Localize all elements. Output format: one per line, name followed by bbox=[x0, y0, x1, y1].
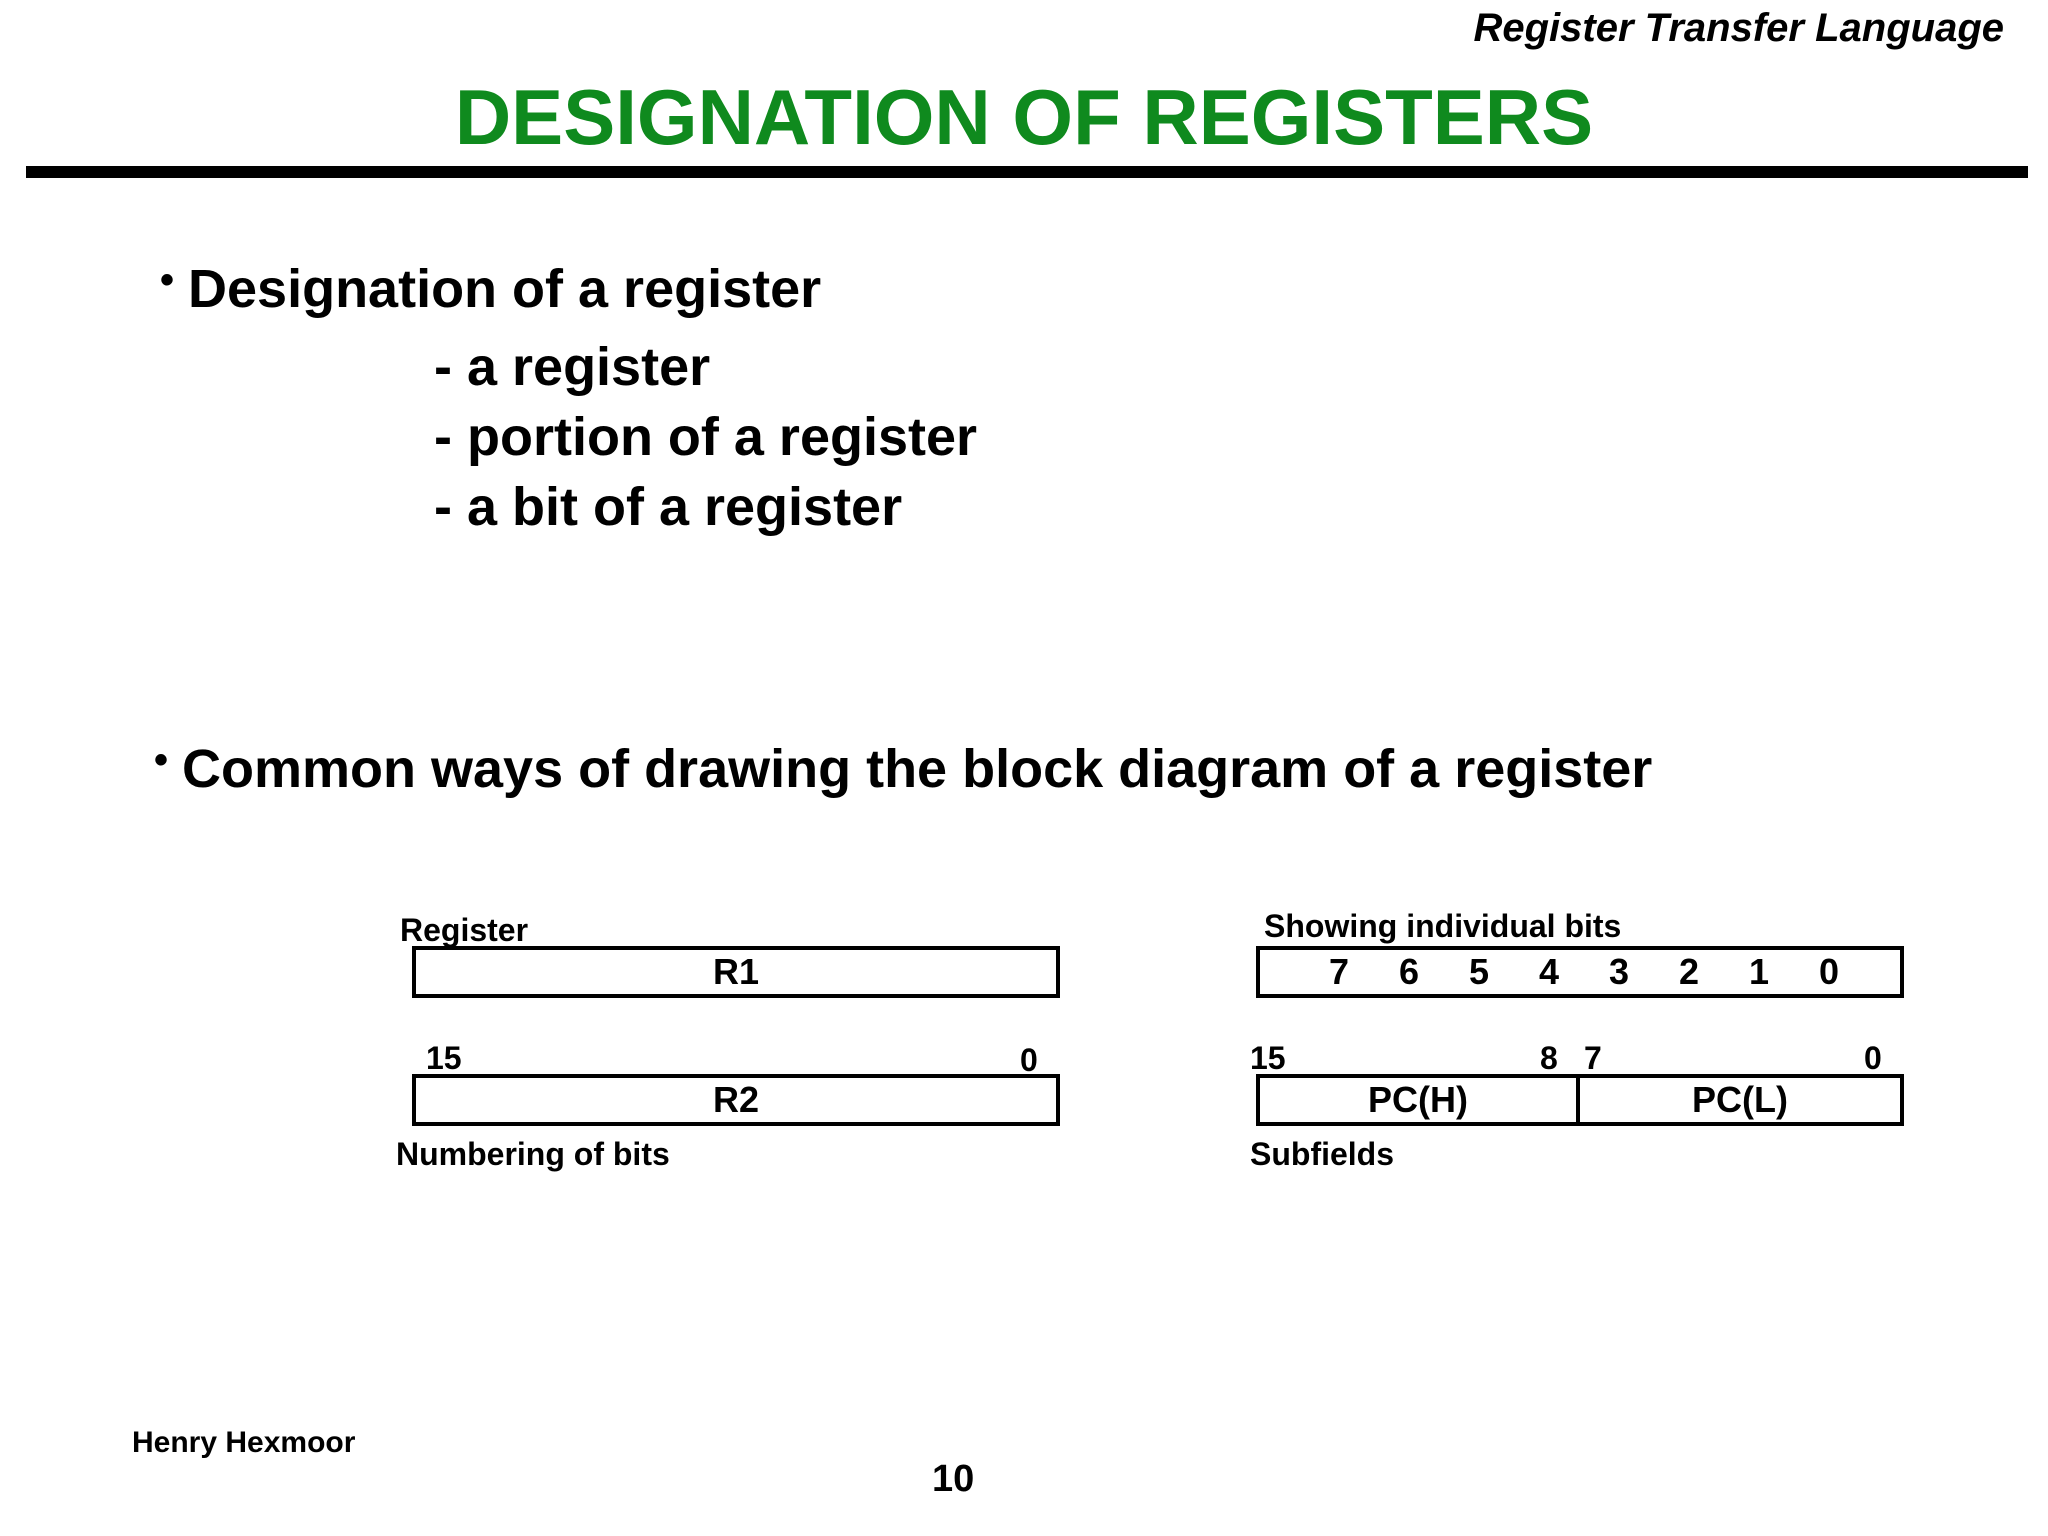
bit-cell: 2 bbox=[1678, 951, 1700, 992]
subfields-caption: Subfields bbox=[1250, 1136, 1395, 1172]
slide-title: DESIGNATION OF REGISTERS bbox=[454, 73, 1594, 161]
bullet-icon: • bbox=[160, 258, 175, 302]
individual-bits-box bbox=[1256, 946, 1904, 998]
individual-bits-caption: Showing individual bits bbox=[1264, 908, 1622, 944]
r2-msb-label: 15 bbox=[426, 1040, 462, 1076]
sub-item-bit: - a bit of a register bbox=[434, 477, 903, 537]
subfield-pch bbox=[1260, 1078, 1580, 1122]
numbering-caption: Numbering of bits bbox=[396, 1136, 670, 1172]
bit-cell: 4 bbox=[1538, 951, 1560, 992]
bullet-designation bbox=[160, 258, 821, 320]
bullet-common-ways bbox=[154, 738, 1652, 800]
r2-lsb-label: 0 bbox=[1020, 1042, 1038, 1078]
register-name-r1: R1 bbox=[712, 951, 760, 992]
subfields-box bbox=[1256, 1074, 1904, 1126]
sub-item-portion: - portion of a register bbox=[434, 407, 978, 467]
bullet-designation-text: Designation of a register bbox=[188, 259, 822, 319]
subfield-pcl-label: PC(L) bbox=[1692, 1079, 1788, 1120]
pch-msb-label: 15 bbox=[1250, 1040, 1286, 1076]
register-box-r1 bbox=[412, 946, 1060, 998]
bit-cell: 7 bbox=[1328, 951, 1350, 992]
register-box-r2 bbox=[412, 1074, 1060, 1126]
title-divider bbox=[26, 166, 2028, 178]
subfield-pch-label: PC(H) bbox=[1368, 1079, 1468, 1120]
subfield-pcl bbox=[1580, 1078, 1900, 1122]
bit-cell: 5 bbox=[1468, 951, 1490, 992]
bullet-common-ways-text: Common ways of drawing the block diagram of a register bbox=[182, 739, 1653, 799]
pch-lsb-label: 8 bbox=[1540, 1040, 1558, 1076]
bullet-icon: • bbox=[154, 738, 169, 782]
bit-cell: 6 bbox=[1398, 951, 1420, 992]
register-caption: Register bbox=[400, 912, 529, 948]
bit-cell: 0 bbox=[1818, 951, 1840, 992]
section-header: Register Transfer Language bbox=[1473, 6, 2004, 50]
register-name-r2: R2 bbox=[712, 1079, 760, 1120]
sub-item-a-register: - a register bbox=[434, 337, 711, 397]
pcl-msb-label: 7 bbox=[1584, 1040, 1602, 1076]
bit-cell: 1 bbox=[1748, 951, 1770, 992]
page-number: 10 bbox=[932, 1458, 975, 1500]
pcl-lsb-label: 0 bbox=[1864, 1040, 1882, 1076]
bit-cell: 3 bbox=[1608, 951, 1630, 992]
footer-author: Henry Hexmoor bbox=[132, 1426, 356, 1459]
